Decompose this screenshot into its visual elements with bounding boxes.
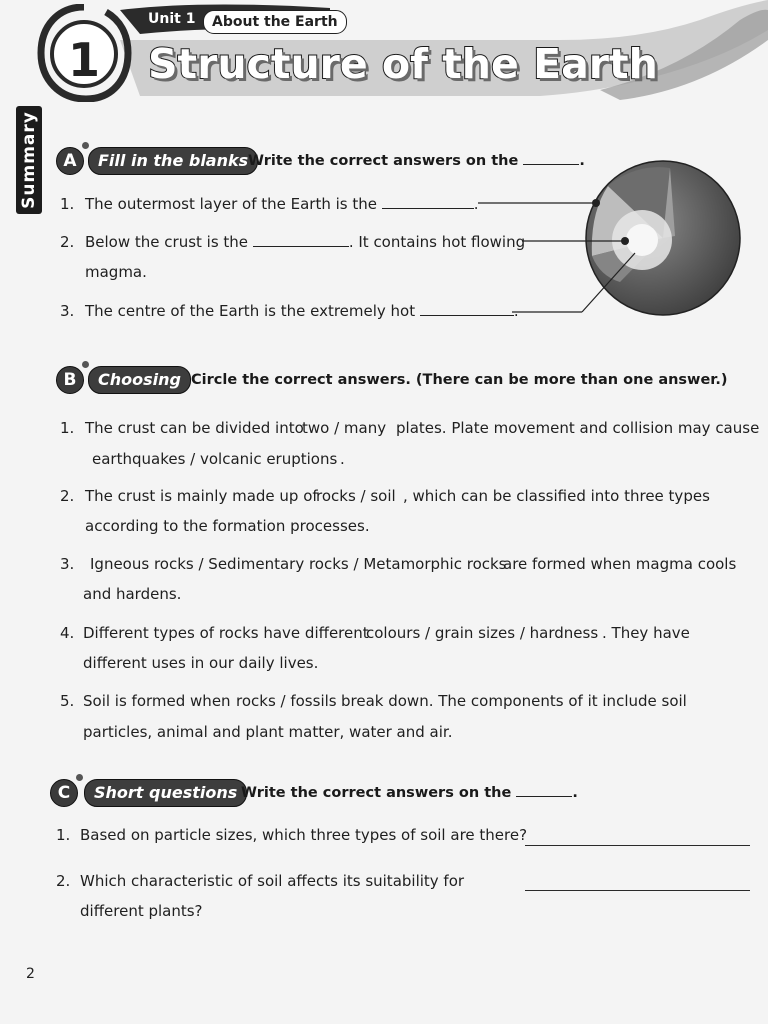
question-b3-line2: and hardens.: [83, 585, 182, 603]
chapter-number: 1: [67, 33, 100, 87]
question-b1-text: The crust can be divided into: [85, 419, 304, 437]
item-number: 3.: [60, 302, 75, 320]
section-b-instruction: Circle the correct answers. (There can be more than one answer.): [191, 372, 728, 388]
answer-blank[interactable]: [382, 207, 474, 209]
section-c-letter: C: [50, 779, 78, 807]
question-b3-text: are formed when magma cools: [503, 555, 737, 573]
question-b5-line2: particles, animal and plant matter, water and air.: [83, 723, 453, 741]
item-number: 2.: [60, 233, 75, 251]
choice-options[interactable]: rocks / soil: [316, 487, 396, 505]
item-number: 1.: [60, 195, 75, 213]
item-number: 1.: [60, 419, 75, 437]
answer-blank[interactable]: [253, 245, 349, 247]
question-b2-line2: according to the formation processes.: [85, 517, 370, 535]
choice-options[interactable]: Igneous rocks / Sedimentary rocks / Metamorphic rocks: [90, 555, 507, 573]
section-a-letter: A: [56, 147, 84, 175]
earth-structure-diagram: [470, 158, 745, 322]
item-number: 2.: [56, 872, 71, 890]
question-b5-text-cont: break down. The components of it include soil: [341, 692, 687, 710]
item-number: 4.: [60, 624, 75, 642]
section-b-letter: B: [56, 366, 84, 394]
question-a2: Below the crust is the . It contains hot flowing: [85, 233, 526, 251]
summary-side-tab-label: Summary: [19, 111, 39, 209]
section-a-tag: Fill in the blanks: [88, 147, 258, 175]
question-c1: Based on particle sizes, which three types of soil are there?: [80, 826, 528, 844]
question-b4-line2: different uses in our daily lives.: [83, 654, 319, 672]
question-a2-line2: magma.: [85, 263, 147, 281]
choice-options[interactable]: colours / grain sizes / hardness: [366, 624, 599, 642]
unit-label: Unit 1: [148, 11, 196, 27]
choice-options[interactable]: earthquakes / volcanic eruptions: [92, 450, 338, 468]
unit-topic: About the Earth: [203, 10, 347, 34]
page-number: 2: [26, 966, 35, 982]
question-b2-text: The crust is mainly made up of: [85, 487, 318, 505]
question-c2-line2: different plants?: [80, 902, 203, 920]
question-c2: Which characteristic of soil affects its suitability for: [80, 872, 465, 890]
question-b4-text: Different types of rocks have different: [83, 624, 369, 642]
section-b-tag: Choosing: [88, 366, 191, 394]
question-b1-end: .: [340, 450, 345, 468]
item-number: 2.: [60, 487, 75, 505]
section-a-dot: [82, 142, 89, 149]
choice-options[interactable]: two / many: [302, 419, 387, 437]
section-a-instruction: Write the correct answers on the .: [248, 153, 585, 169]
answer-line[interactable]: [525, 845, 750, 846]
item-number: 5.: [60, 692, 75, 710]
section-b-dot: [82, 361, 89, 368]
section-c-tag: Short questions: [84, 779, 247, 807]
question-b1-text-cont: plates. Plate movement and collision may cause: [396, 419, 760, 437]
section-c-dot: [76, 774, 83, 781]
section-c-instruction: Write the correct answers on the .: [241, 785, 578, 801]
answer-line[interactable]: [525, 890, 750, 891]
page-title: Structure of the Earth: [148, 40, 658, 88]
choice-options[interactable]: rocks / fossils: [236, 692, 337, 710]
question-b2-text-cont: , which can be classified into three types: [403, 487, 710, 505]
question-b4-text-cont: . They have: [602, 624, 690, 642]
question-a1: The outermost layer of the Earth is the .: [85, 195, 479, 213]
item-number: 1.: [56, 826, 71, 844]
question-b5-text: Soil is formed when: [83, 692, 231, 710]
question-a3: The centre of the Earth is the extremely hot .: [85, 302, 519, 320]
item-number: 3.: [60, 555, 75, 573]
